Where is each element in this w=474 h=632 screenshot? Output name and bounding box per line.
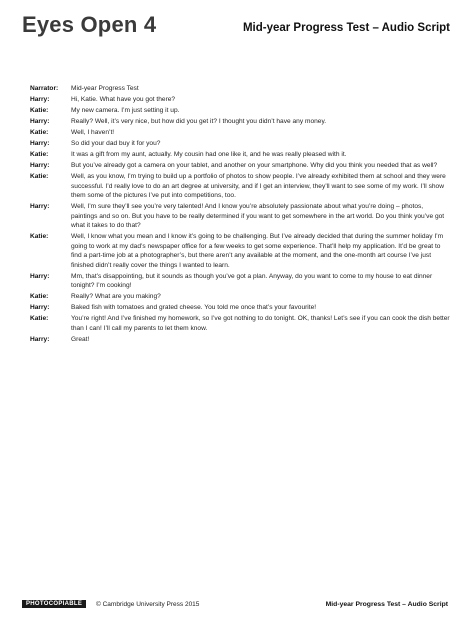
speaker-label: Harry: <box>30 203 50 210</box>
copyright-notice: © Cambridge University Press 2015 <box>96 601 200 608</box>
script-line <box>30 128 450 138</box>
dialogue-text: It was a gift from my aunt, actually. My cousin had one like it, and he was really pleased with it. <box>71 151 347 158</box>
dialogue-text: You’re right! And I’ve finished my homework, so I’ve got nothing to do tonight. OK, thanks! Let’s see if you can cook the dish better than I can! I’ll call my parents to let them know. <box>71 315 450 332</box>
page-header <box>22 12 450 46</box>
dialogue-text: Hi, Katie. What have you got there? <box>71 96 176 103</box>
speaker-label: Harry: <box>30 272 50 280</box>
script-line <box>30 139 450 149</box>
dialogue-text: But you’ve already got a camera on your tablet, and another on your smartphone. Why did you think you needed that as well? <box>71 162 438 169</box>
script-line <box>30 95 450 105</box>
dialogue-text: Really? What are you making? <box>71 293 161 300</box>
speaker-label: Harry: <box>30 96 50 103</box>
script-line <box>30 161 450 171</box>
speaker-label: Harry: <box>30 304 50 311</box>
speaker-label: Katie: <box>30 129 49 136</box>
dialogue-text: Really? Well, it’s very nice, but how did you get it? I thought you didn’t have any money. <box>71 118 327 125</box>
dialogue-text: Well, I haven’t! <box>71 129 115 136</box>
page-footer <box>22 600 448 612</box>
speaker-label: Narrator: <box>30 85 59 92</box>
script-line <box>30 232 450 270</box>
script-line <box>30 303 450 313</box>
script-line <box>30 117 450 127</box>
speaker-label: Katie: <box>30 315 49 322</box>
audio-script <box>30 84 450 346</box>
script-line <box>30 172 450 201</box>
speaker-label: Katie: <box>30 293 49 300</box>
dialogue-text: Baked fish with tomatoes and grated cheese. You told me once that’s your favourite! <box>71 304 317 311</box>
script-line <box>30 314 450 333</box>
dialogue-text: Great! <box>71 335 90 343</box>
photocopiable-badge: PHOTOCOPIABLE <box>22 600 86 608</box>
script-line <box>30 272 450 291</box>
document-title: Mid-year Progress Test – Audio Script <box>242 22 450 34</box>
script-line <box>30 150 450 160</box>
speaker-label: Harry: <box>30 140 50 147</box>
speaker-label: Harry: <box>30 335 50 343</box>
speaker-label: Katie: <box>30 233 49 240</box>
dialogue-text: Mm, that’s disappointing, but it sounds as though you’ve got a plan. Anyway, do you want to come to my house to eat dinner tonight? I’m cooking! <box>71 272 433 289</box>
speaker-label: Harry: <box>30 118 50 125</box>
script-line <box>30 84 450 94</box>
dialogue-text: Well, I’m sure they’ll see you’re very talented! And I know you’re absolutely passionate about what you’re doing – photos, paintings and so on. But you have to be really determined if you want to get somewhere in the art world. Do you think you’ve got what it takes to do that? <box>71 203 445 229</box>
footer-title: Mid-year Progress Test – Audio Script <box>325 601 448 608</box>
speaker-label: Katie: <box>30 173 49 180</box>
speaker-label: Harry: <box>30 162 50 169</box>
dialogue-text: Mid-year Progress Test <box>71 85 139 92</box>
brand-title: Eyes Open 4 <box>22 12 157 37</box>
dialogue-text: My new camera. I’m just setting it up. <box>71 107 180 114</box>
speaker-label: Katie: <box>30 107 49 114</box>
script-line <box>30 106 450 116</box>
script-line <box>30 335 450 345</box>
dialogue-text: So did your dad buy it for you? <box>71 140 161 147</box>
dialogue-text: Well, I know what you mean and I know it’s going to be challenging. But I’ve already decided that during the summer holiday I’m going to work at my dad’s newspaper office for a few weeks to get some experience. That’ll help my application. It’d be great to find a part-time job at a photographer’s, but there aren’t any available at the moment, and the one-month art course I’ve just finished didn’t really cover the things I wanted to learn. <box>71 233 444 269</box>
speaker-label: Katie: <box>30 151 49 158</box>
dialogue-text: Well, as you know, I’m trying to build up a portfolio of photos to show people. I’ve already exhibited them at school and they were successful. I’d really love to do an art degree at university, and if I get an interview, they’ll want to see some of my work. I’ll show them some of the pictures I’ve put into competitions, too. <box>71 173 446 199</box>
script-line <box>30 292 450 302</box>
script-line <box>30 202 450 231</box>
